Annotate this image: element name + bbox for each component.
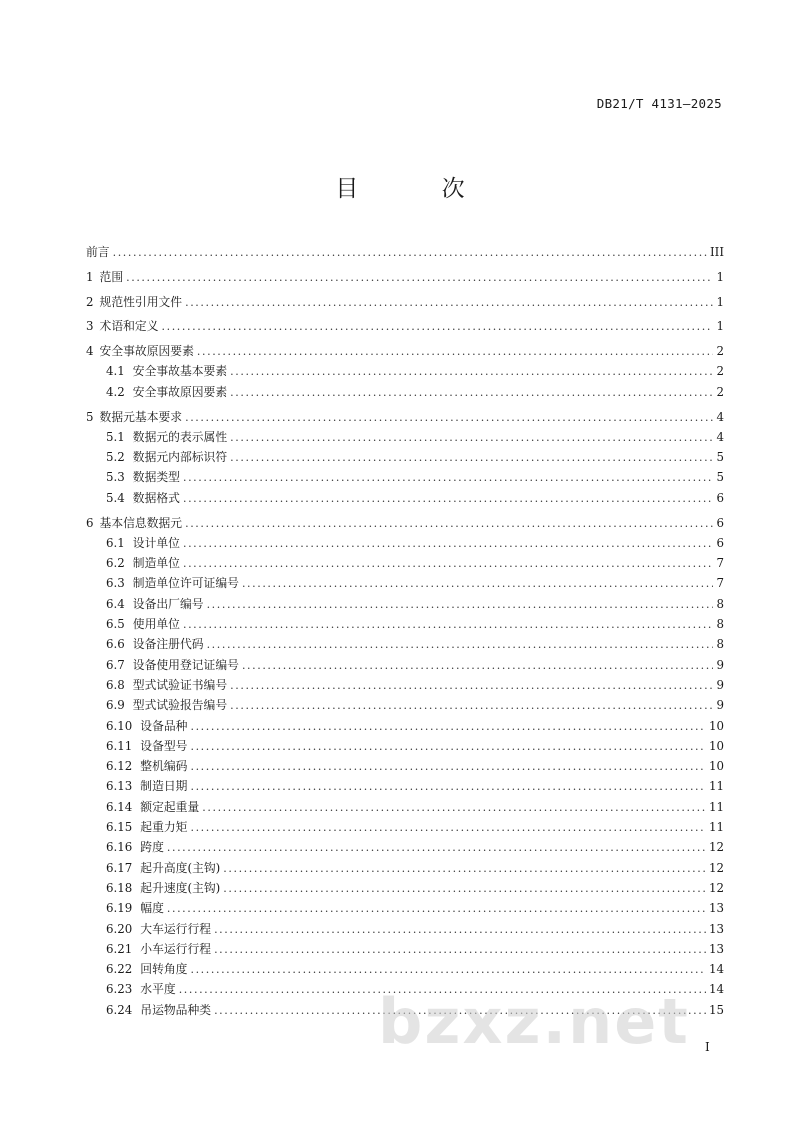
toc-entry-label xyxy=(106,634,204,654)
toc-entry-number: 6.23 xyxy=(106,982,133,997)
toc-page-number: 10 xyxy=(708,738,724,753)
toc-entry-title: 制造单位许可证编号 xyxy=(132,576,239,591)
toc-entry-title: 前言 xyxy=(86,245,110,259)
toc-dot-leader xyxy=(183,554,713,574)
toc-entry-title: 设备注册代码 xyxy=(132,637,204,652)
toc-entry-number: 6.2 xyxy=(106,556,125,571)
toc-entry-label xyxy=(106,467,180,487)
toc-entry[interactable] xyxy=(86,594,724,614)
toc-entry-number: 5.2 xyxy=(106,450,125,465)
toc-entry-title: 跨度 xyxy=(140,840,164,855)
toc-entry[interactable] xyxy=(86,467,724,487)
toc-entry-number: 6.22 xyxy=(106,962,133,977)
toc-entry-label xyxy=(106,939,211,959)
toc-entry[interactable] xyxy=(86,242,724,262)
toc-page-number: 6 xyxy=(716,515,724,530)
toc-entry-number: 6.18 xyxy=(106,880,133,895)
toc-entry-number: 5 xyxy=(86,409,94,424)
toc-dot-leader xyxy=(230,676,713,696)
toc-entry[interactable] xyxy=(86,959,724,979)
toc-entry-label xyxy=(106,573,239,593)
toc-page-number: III xyxy=(710,245,724,259)
toc-entry-title: 范围 xyxy=(99,269,124,284)
toc-page-number: 13 xyxy=(708,901,724,916)
toc-page-number: 10 xyxy=(708,759,724,774)
toc-dot-leader xyxy=(190,960,706,980)
toc-dot-leader xyxy=(183,489,713,509)
toc-entry-number: 4.2 xyxy=(106,384,125,399)
toc-page-number: 12 xyxy=(708,880,724,895)
toc-page-number: 9 xyxy=(716,698,724,713)
toc-entry-label xyxy=(106,382,227,402)
toc-entry-title: 安全事故基本要素 xyxy=(132,364,228,379)
toc-entry-number: 6.16 xyxy=(106,840,133,855)
toc-entry-number: 6.6 xyxy=(106,637,125,652)
toc-entry-label xyxy=(106,797,199,817)
toc-entry-label xyxy=(86,341,194,361)
toc-entry-label xyxy=(106,878,220,898)
toc-entry-title: 安全事故原因要素 xyxy=(99,344,194,359)
toc-entry[interactable] xyxy=(86,614,724,634)
toc-entry-number: 6.7 xyxy=(106,657,125,672)
toc-entry[interactable] xyxy=(86,533,724,553)
toc-dot-leader xyxy=(190,757,706,777)
toc-entry-title: 水平度 xyxy=(140,982,176,997)
toc-entry-label xyxy=(106,776,187,796)
toc-entry-label xyxy=(106,594,204,614)
toc-entry-number: 6.11 xyxy=(106,738,133,753)
toc-dot-leader xyxy=(185,514,713,534)
toc-entry-title: 规范性引用文件 xyxy=(99,294,183,309)
toc-entry[interactable] xyxy=(86,292,724,312)
toc-entry-number: 6.9 xyxy=(106,698,125,713)
toc-entry[interactable] xyxy=(86,837,724,857)
toc-entry-number: 6.10 xyxy=(106,718,133,733)
toc-entry[interactable] xyxy=(86,776,724,796)
toc-entry-number: 6.21 xyxy=(106,941,133,956)
toc-entry-number: 6.3 xyxy=(106,576,125,591)
toc-entry-label xyxy=(106,614,180,634)
toc-entry[interactable] xyxy=(86,898,724,918)
toc-page-number: 9 xyxy=(716,677,724,692)
toc-entry-title: 数据元的表示属性 xyxy=(132,429,228,444)
toc-dot-leader xyxy=(207,595,713,615)
toc-dot-leader xyxy=(223,859,706,879)
toc-entry-label xyxy=(86,407,182,427)
toc-dot-leader xyxy=(190,818,706,838)
toc-entry[interactable] xyxy=(86,267,724,287)
toc-entry-number: 6.24 xyxy=(106,1002,133,1017)
toc-page-number: 2 xyxy=(716,384,724,399)
toc-page-number: 1 xyxy=(716,294,724,309)
toc-dot-leader xyxy=(223,879,706,899)
toc-page-number: 7 xyxy=(716,556,724,571)
toc-entry-number: 6.12 xyxy=(106,759,133,774)
toc-entry-title: 型式试验证书编号 xyxy=(132,677,228,692)
toc-entry-title: 回转角度 xyxy=(140,962,188,977)
toc-dot-leader xyxy=(113,243,707,263)
toc-dot-leader xyxy=(214,940,706,960)
toc-page-number: 2 xyxy=(716,364,724,379)
toc-entry-title: 设备品种 xyxy=(140,718,188,733)
toc-dot-leader xyxy=(185,408,713,428)
toc-entry-number: 6.19 xyxy=(106,901,133,916)
toc-entry-label xyxy=(106,553,180,573)
toc-entry-title: 起重力矩 xyxy=(140,820,188,835)
toc-entry[interactable] xyxy=(86,361,724,381)
toc-entry-label xyxy=(86,513,182,533)
toc-entry[interactable] xyxy=(86,382,724,402)
toc-page-number: 6 xyxy=(716,535,724,550)
page-title: 目 次 xyxy=(335,176,503,202)
toc-entry-number: 6.20 xyxy=(106,921,133,936)
toc-dot-leader xyxy=(183,468,713,488)
toc-entry[interactable] xyxy=(86,675,724,695)
toc-entry[interactable] xyxy=(86,573,724,593)
toc-entry-title: 使用单位 xyxy=(132,617,180,632)
toc-dot-leader xyxy=(185,293,713,313)
toc-entry[interactable] xyxy=(86,878,724,898)
toc-page-number: 1 xyxy=(716,319,724,334)
toc-page-number: 12 xyxy=(708,860,724,875)
toc-entry[interactable] xyxy=(86,427,724,447)
toc-page-number: 11 xyxy=(708,820,724,835)
toc-page-number: 4 xyxy=(716,409,724,424)
toc-entry-title: 数据类型 xyxy=(132,470,180,485)
toc-page-number: 6 xyxy=(716,490,724,505)
toc-entry-title: 型式试验报告编号 xyxy=(132,698,228,713)
toc-entry-title: 吊运物品种类 xyxy=(140,1002,212,1017)
toc-entry[interactable] xyxy=(86,797,724,817)
toc-page-number: 12 xyxy=(708,840,724,855)
toc-page-number: 11 xyxy=(708,779,724,794)
toc-entry-title: 制造单位 xyxy=(132,556,180,571)
toc-page-number: 15 xyxy=(708,1002,724,1017)
toc-entry-title: 额定起重量 xyxy=(140,799,200,814)
toc-entry-number: 6.17 xyxy=(106,860,133,875)
toc-page-number: 9 xyxy=(716,657,724,672)
toc-entry[interactable] xyxy=(86,553,724,573)
toc-page-number: 10 xyxy=(708,718,724,733)
toc-dot-leader xyxy=(230,383,713,403)
toc-entry[interactable] xyxy=(86,919,724,939)
toc-entry-title: 安全事故原因要素 xyxy=(132,384,228,399)
toc-entry[interactable] xyxy=(86,939,724,959)
toc-page-number: 8 xyxy=(716,637,724,652)
toc-entry[interactable] xyxy=(86,634,724,654)
toc-dot-leader xyxy=(167,899,706,919)
toc-page-number: 4 xyxy=(716,429,724,444)
table-of-contents xyxy=(86,242,724,1020)
toc-entry-label xyxy=(86,242,110,262)
toc-entry-label xyxy=(106,675,227,695)
toc-entry-number: 2 xyxy=(86,294,94,309)
toc-entry-label xyxy=(106,361,227,381)
toc-dot-leader xyxy=(214,920,706,940)
toc-entry-label xyxy=(106,858,220,878)
toc-entry-number: 6.14 xyxy=(106,799,133,814)
toc-page-number: 5 xyxy=(716,450,724,465)
toc-dot-leader xyxy=(207,635,713,655)
toc-dot-leader xyxy=(162,317,713,337)
toc-dot-leader xyxy=(183,534,713,554)
toc-entry[interactable] xyxy=(86,716,724,736)
toc-entry-title: 设计单位 xyxy=(132,535,180,550)
toc-page-number: 13 xyxy=(708,921,724,936)
toc-entry[interactable] xyxy=(86,655,724,675)
toc-dot-leader xyxy=(230,696,713,716)
toc-page-number: 8 xyxy=(716,596,724,611)
toc-entry-label xyxy=(86,316,159,336)
toc-entry-label xyxy=(106,756,187,776)
toc-entry-title: 小车运行行程 xyxy=(140,941,212,956)
toc-entry-title: 数据元基本要求 xyxy=(99,409,183,424)
toc-entry-number: 6.15 xyxy=(106,820,133,835)
toc-entry[interactable] xyxy=(86,407,724,427)
toc-entry-number: 5.4 xyxy=(106,490,125,505)
toc-entry-label xyxy=(106,427,227,447)
toc-entry-label xyxy=(106,898,164,918)
toc-entry-number: 6.8 xyxy=(106,677,125,692)
toc-entry-title: 设备使用登记证编号 xyxy=(132,657,239,672)
toc-page-number: 14 xyxy=(708,982,724,997)
toc-entry[interactable] xyxy=(86,488,724,508)
toc-entry-title: 设备出厂编号 xyxy=(132,596,204,611)
toc-entry-label xyxy=(86,267,123,287)
toc-entry[interactable] xyxy=(86,858,724,878)
toc-entry-title: 基本信息数据元 xyxy=(99,515,183,530)
toc-entry[interactable] xyxy=(86,736,724,756)
toc-page-number: 8 xyxy=(716,617,724,632)
toc-page-number: 1 xyxy=(716,269,724,284)
toc-entry-label xyxy=(106,1000,211,1020)
toc-entry-title: 制造日期 xyxy=(140,779,188,794)
toc-entry-number: 4.1 xyxy=(106,364,125,379)
toc-dot-leader xyxy=(242,574,713,594)
toc-entry-number: 5.3 xyxy=(106,470,125,485)
toc-entry-title: 起升速度(主钩) xyxy=(140,880,221,895)
footer-page-number: I xyxy=(705,1040,710,1054)
toc-entry-number: 6.1 xyxy=(106,535,125,550)
toc-entry-label xyxy=(106,533,180,553)
toc-entry-number: 6 xyxy=(86,515,94,530)
toc-entry-label xyxy=(106,488,180,508)
toc-entry-label xyxy=(106,736,187,756)
toc-entry-title: 整机编码 xyxy=(140,759,188,774)
toc-entry-title: 术语和定义 xyxy=(99,319,159,334)
toc-entry[interactable] xyxy=(86,316,724,336)
toc-entry-number: 6.5 xyxy=(106,617,125,632)
toc-page-number: 14 xyxy=(708,962,724,977)
toc-entry-title: 幅度 xyxy=(140,901,164,916)
toc-entry[interactable] xyxy=(86,447,724,467)
toc-entry-number: 1 xyxy=(86,269,94,284)
toc-dot-leader xyxy=(197,342,713,362)
toc-entry-title: 数据元内部标识符 xyxy=(132,450,228,465)
toc-dot-leader xyxy=(190,737,706,757)
toc-dot-leader xyxy=(202,798,706,818)
toc-dot-leader xyxy=(230,428,713,448)
document-code: DB21/T 4131—2025 xyxy=(596,96,722,111)
toc-entry[interactable] xyxy=(86,756,724,776)
toc-dot-leader xyxy=(183,615,713,635)
toc-dot-leader xyxy=(242,656,713,676)
toc-page-number: 11 xyxy=(708,799,724,814)
toc-entry-title: 起升高度(主钩) xyxy=(140,860,221,875)
toc-page-number: 5 xyxy=(716,470,724,485)
toc-entry-label xyxy=(106,919,211,939)
toc-page-number: 7 xyxy=(716,576,724,591)
toc-entry-number: 4 xyxy=(86,344,94,359)
toc-dot-leader xyxy=(230,362,713,382)
watermark: bzxz.net xyxy=(378,985,690,1058)
toc-entry-title: 设备型号 xyxy=(140,738,188,753)
toc-entry[interactable] xyxy=(86,513,724,533)
toc-page-number: 2 xyxy=(716,344,724,359)
toc-entry-label xyxy=(106,695,227,715)
toc-entry-label xyxy=(106,959,187,979)
toc-entry-label xyxy=(106,655,239,675)
toc-dot-leader xyxy=(190,717,706,737)
toc-entry-title: 数据格式 xyxy=(132,490,180,505)
toc-entry-number: 6.4 xyxy=(106,596,125,611)
toc-entry-label xyxy=(106,817,187,837)
toc-dot-leader xyxy=(126,268,713,288)
toc-entry-label xyxy=(106,837,164,857)
toc-entry-label xyxy=(106,447,227,467)
toc-entry[interactable] xyxy=(86,695,724,715)
toc-entry-title: 大车运行行程 xyxy=(140,921,212,936)
toc-page-number: 13 xyxy=(708,941,724,956)
toc-dot-leader xyxy=(190,777,706,797)
toc-entry-number: 3 xyxy=(86,319,94,334)
toc-entry-label xyxy=(106,716,187,736)
toc-entry-label xyxy=(86,292,182,312)
toc-dot-leader xyxy=(230,448,713,468)
toc-dot-leader xyxy=(167,838,706,858)
toc-entry-label xyxy=(106,979,176,999)
toc-entry-number: 6.13 xyxy=(106,779,133,794)
toc-entry[interactable] xyxy=(86,817,724,837)
toc-entry[interactable] xyxy=(86,341,724,361)
toc-entry-number: 5.1 xyxy=(106,429,125,444)
